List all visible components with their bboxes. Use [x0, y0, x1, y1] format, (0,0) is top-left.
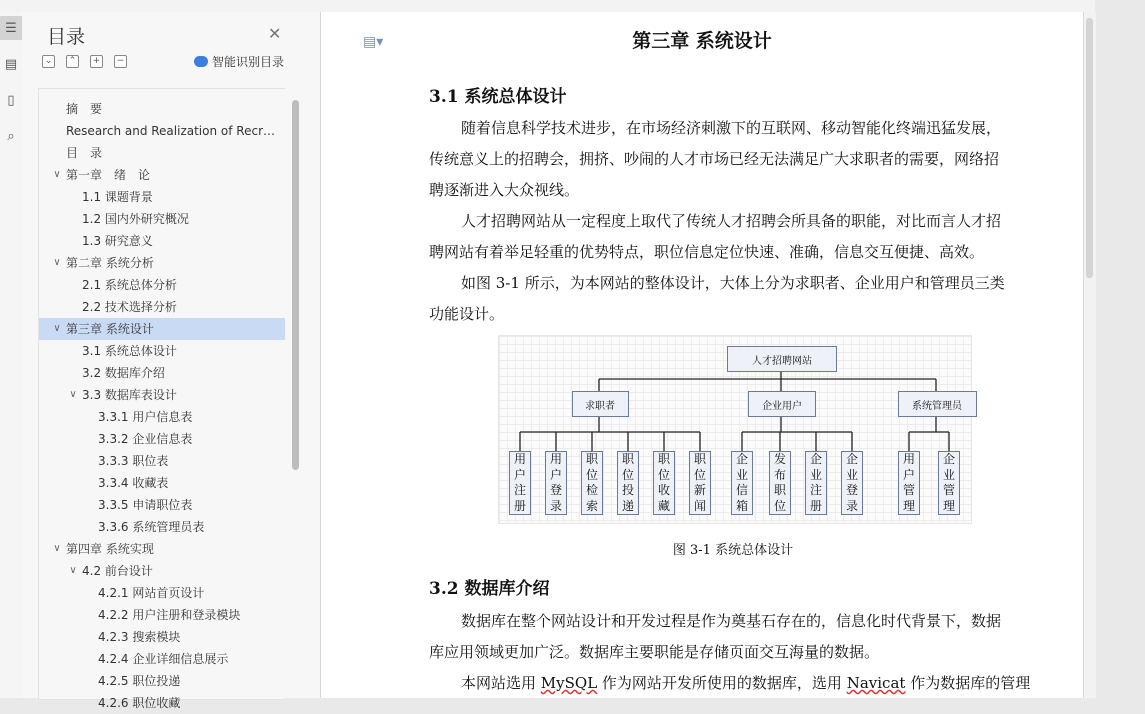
document-page [321, 12, 1083, 698]
toc-item[interactable] [39, 670, 285, 692]
chevron-down-icon[interactable]: ∨ [53, 169, 61, 180]
diagram-leaf-node: 用户管理 [898, 451, 920, 515]
diagram-group-node: 系统管理员 [898, 391, 977, 417]
diagram-leaf-node: 用户登录 [545, 451, 567, 515]
toc-item-label: 3.3.5 申请职位表 [98, 498, 193, 512]
paragraph-line: 数据库在整个网站设计和开发过程是作为奠基石存在的，信息化时代背景下，数据 [461, 612, 1002, 630]
toc-item-label: 3.3.2 企业信息表 [98, 432, 193, 446]
misspelled-word: Navicat [846, 674, 906, 692]
toc-item-label: 4.2.1 网站首页设计 [98, 586, 205, 600]
toc-item[interactable] [39, 120, 285, 142]
diagram-leaf-node: 企业管理 [938, 451, 960, 515]
diagram-leaf-node: 企业注册 [805, 451, 827, 515]
toc-item-label: 4.2.6 职位收藏 [98, 696, 181, 710]
toc-item-label: 3.3.4 收藏表 [98, 476, 169, 490]
text-run: 作为数据库的管理 [905, 674, 1031, 692]
toc-item[interactable] [39, 296, 285, 318]
paragraph-line: 聘网站有着举足轻重的优势特点，职位信息定位快速、准确，信息交互便捷、高效。 [429, 243, 985, 261]
collapse-all-icon[interactable]: ⌄ [42, 55, 55, 68]
toc-item-label: 3.3.1 用户信息表 [98, 410, 193, 424]
system-design-diagram [498, 335, 972, 524]
paragraph-line: 人才招聘网站从一定程度上取代了传统人才招聘会所具备的职能，对比而言人才招 [461, 212, 1002, 230]
document-area [321, 12, 1083, 698]
diagram-root-node: 人才招聘网站 [727, 346, 837, 372]
toc-scrollbar[interactable] [292, 88, 300, 698]
toc-item-label: 1.1 课题背景 [82, 190, 153, 204]
toc-item[interactable] [39, 252, 285, 274]
toc-item-label: 目 录 [66, 146, 103, 160]
diagram-leaf-node: 职位收藏 [653, 451, 675, 515]
toc-item-label: 2.2 技术选择分析 [82, 300, 177, 314]
toc-item[interactable] [39, 560, 285, 582]
toc-item[interactable] [39, 428, 285, 450]
toc-list [38, 88, 285, 710]
toc-item-label: Research and Realization of Recr… [66, 124, 275, 138]
toc-item-label: 4.2.5 职位投递 [98, 674, 181, 688]
toc-item-label: 3.2 数据库介绍 [82, 366, 165, 380]
toc-item-label: 4.2.3 搜索模块 [98, 630, 181, 644]
toc-item[interactable] [39, 494, 285, 516]
toc-scroll-thumb[interactable] [292, 100, 299, 470]
toc-item[interactable] [39, 142, 285, 164]
diagram-leaf-node: 发布职位 [769, 451, 791, 515]
toc-item[interactable] [39, 516, 285, 538]
toc-panel [22, 12, 321, 710]
toc-item-label: 4.2.2 用户注册和登录模块 [98, 608, 241, 622]
document-scroll-thumb[interactable] [1086, 18, 1093, 278]
toc-item-label: 第三章 系统设计 [66, 322, 154, 336]
chevron-down-icon[interactable]: ∨ [69, 389, 77, 400]
add-heading-icon[interactable]: + [90, 55, 103, 68]
toc-item[interactable] [39, 648, 285, 670]
diagram-leaf-node: 用户注册 [509, 451, 531, 515]
paragraph-line: 功能设计。 [429, 305, 505, 323]
toc-item[interactable] [39, 318, 285, 340]
toc-item[interactable] [39, 340, 285, 362]
ai-icon [194, 56, 208, 67]
toc-item[interactable] [39, 230, 285, 252]
text-run: 本网站选用 [461, 674, 541, 692]
diagram-leaf-node: 职位投递 [617, 451, 639, 515]
toc-item[interactable] [39, 406, 285, 428]
toc-panel-icon[interactable]: ☰ [0, 16, 22, 40]
section-title: 3.1 系统总体设计 [429, 87, 567, 107]
document-icon[interactable]: ▤▾ [363, 34, 384, 50]
toc-item-label: 4.2 前台设计 [82, 564, 153, 578]
toc-item[interactable] [39, 538, 285, 560]
paragraph-line [461, 672, 1039, 693]
paragraph-line: 库应用领域更加广泛。数据库主要职能是存储页面交互海量的数据。 [429, 643, 880, 661]
misspelled-word: MySQL [540, 674, 598, 692]
diagram-group-node: 求职者 [572, 391, 629, 417]
toc-item-label: 第二章 系统分析 [66, 256, 154, 270]
toc-item-label: 4.2.4 企业详细信息展示 [98, 652, 229, 666]
toc-item[interactable] [39, 450, 285, 472]
smart-recognize-button[interactable] [194, 53, 284, 70]
diagram-group-node: 企业用户 [748, 391, 816, 417]
toc-item[interactable] [39, 98, 285, 120]
diagram-leaf-node: 企业信箱 [731, 451, 753, 515]
remove-heading-icon[interactable]: − [114, 55, 127, 68]
chapter-title: 第三章 系统设计 [632, 30, 772, 52]
bookmark-icon[interactable]: ▯ [7, 92, 15, 108]
toc-item-label: 1.2 国内外研究概况 [82, 212, 189, 226]
toc-item-label: 3.3 数据库表设计 [82, 388, 177, 402]
smart-recognize-label: 智能识别目录 [212, 55, 285, 69]
section-title: 3.2 数据库介绍 [429, 579, 550, 599]
toc-item-label: 第四章 系统实现 [66, 542, 154, 556]
toc-item-label: 3.3.6 系统管理员表 [98, 520, 205, 534]
text-run: 作为网站开发所使用的数据库，选用 [597, 674, 847, 692]
toc-item[interactable] [39, 604, 285, 626]
toc-item-label: 摘 要 [66, 102, 103, 116]
diagram-leaf-node: 职位检索 [581, 451, 603, 515]
toc-item[interactable] [39, 164, 285, 186]
toc-item-label: 第一章 绪 论 [66, 168, 151, 182]
diagram-leaf-node: 企业登录 [841, 451, 863, 515]
toc-item[interactable] [39, 362, 285, 384]
chevron-down-icon[interactable]: ∨ [53, 323, 61, 334]
toc-item-label: 2.1 系统总体分析 [82, 278, 177, 292]
toc-item-label: 1.3 研究意义 [82, 234, 153, 248]
toc-item-label: 3.3.3 职位表 [98, 454, 169, 468]
toc-item[interactable] [39, 208, 285, 230]
chevron-down-icon[interactable]: ∨ [53, 257, 61, 268]
toc-item[interactable] [39, 626, 285, 648]
outline-icon[interactable]: ▤ [4, 56, 18, 72]
toc-item[interactable] [39, 692, 285, 714]
paragraph-line: 随着信息科学技术进步，在市场经济刺激下的互联网、移动智能化终端迅猛发展， [461, 119, 1002, 137]
expand-all-icon[interactable]: ⌃ [66, 55, 79, 68]
toc-item[interactable] [39, 274, 285, 296]
toc-item[interactable] [39, 186, 285, 208]
chevron-down-icon[interactable]: ∨ [69, 565, 77, 576]
search-icon[interactable]: ⌕ [7, 128, 15, 144]
chevron-down-icon[interactable]: ∨ [53, 543, 61, 554]
document-scrollbar[interactable] [1083, 12, 1096, 698]
paragraph-line: 传统意义上的招聘会，拥挤、吵闹的人才市场已经无法满足广大求职者的需要，网络招 [429, 150, 1000, 168]
toc-item[interactable] [39, 384, 285, 406]
diagram-leaf-node: 职位新闻 [689, 451, 711, 515]
toc-item[interactable] [39, 582, 285, 604]
figure-caption: 图 3-1 系统总体设计 [672, 543, 794, 558]
paragraph-line: 如图 3-1 所示，为本网站的整体设计，大体上分为求职者、企业用户和管理员三类 [461, 274, 1005, 292]
toc-title: 目录 [47, 26, 86, 48]
left-tool-rail [0, 12, 23, 698]
toc-item-label: 3.1 系统总体设计 [82, 344, 177, 358]
paragraph-line: 聘逐渐进入大众视线。 [429, 181, 580, 199]
toc-item[interactable] [39, 472, 285, 494]
close-icon[interactable]: ✕ [268, 24, 282, 43]
